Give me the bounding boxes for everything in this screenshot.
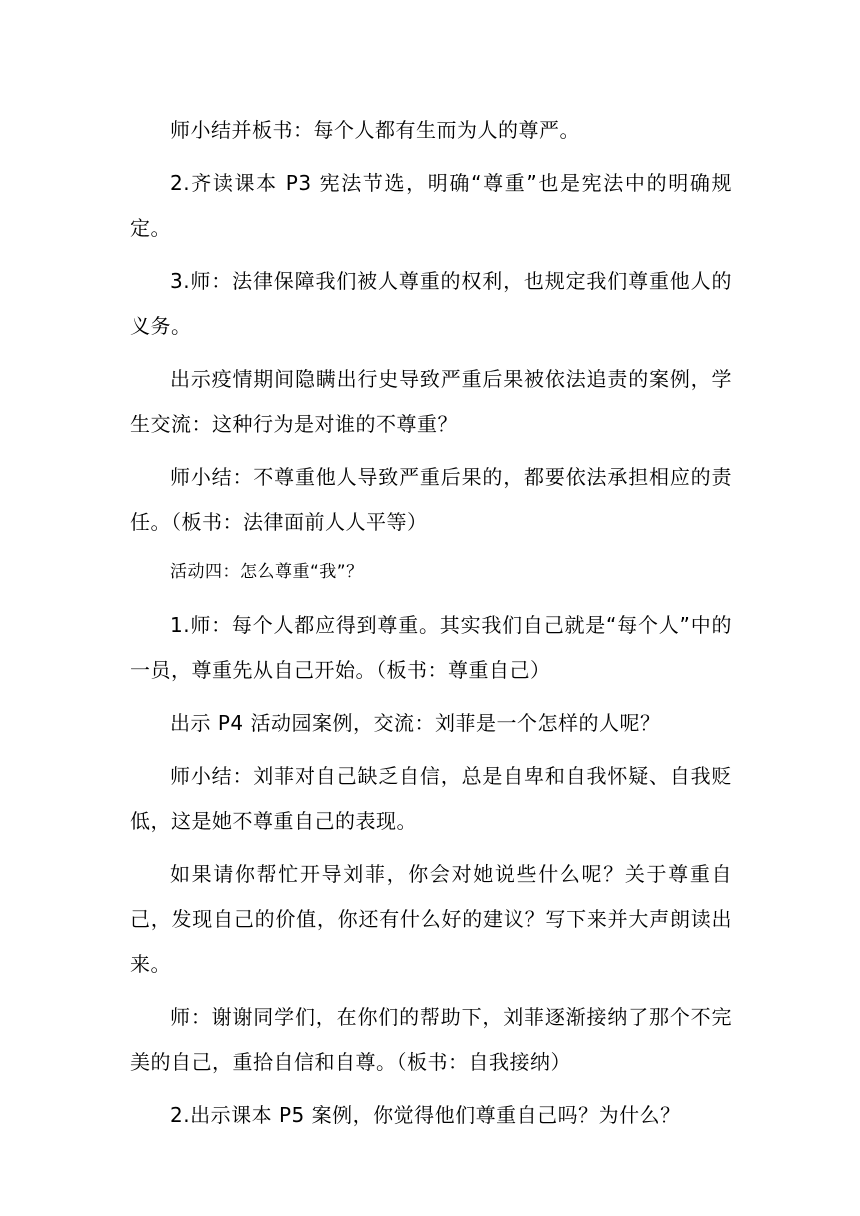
paragraph-summary-liufei: 师小结：刘菲对自己缺乏自信，总是自卑和自我怀疑、自我贬低，这是她不尊重自己的表现。 — [130, 764, 732, 833]
paragraph-summary-dignity: 师小结并板书：每个人都有生而为人的尊严。 — [170, 118, 580, 142]
paragraph-summary-responsibility: 师小结：不尊重他人导致严重后果的，都要依法承担相应的责任。（板书：法律面前人人平等） — [130, 465, 732, 534]
paragraph-p4-case: 出示 P4 活动园案例，交流：刘菲是一个怎样的人呢？ — [170, 711, 661, 735]
paragraph-advice-prompt: 如果请你帮忙开导刘菲，你会对她说些什么呢？关于尊重自己，发现自己的价值，你还有什么好的建议？写下来并大声朗读出来。 — [130, 862, 732, 976]
paragraph-respect-self: 1.师：每个人都应得到尊重。其实我们自己就是“每个人”中的一员，尊重先从自己开始。（板书：尊重自己） — [130, 613, 732, 682]
paragraph-self-acceptance: 师：谢谢同学们，在你们的帮助下，刘菲逐渐接纳了那个不完美的自己，重拾自信和自尊。（板书：自我接纳） — [130, 1005, 732, 1074]
paragraph-p5-case: 2.出示课本 P5 案例，你觉得他们尊重自己吗？为什么？ — [170, 1103, 681, 1127]
activity-four-heading: 活动四：怎么尊重“我”？ — [170, 562, 364, 582]
paragraph-law-rights: 3.师：法律保障我们被人尊重的权利，也规定我们尊重他人的义务。 — [130, 269, 732, 338]
paragraph-constitution-reading: 2.齐读课本 P3 宪法节选，明确“尊重”也是宪法中的明确规定。 — [130, 171, 732, 240]
document-body — [130, 108, 732, 1146]
paragraph-epidemic-case: 出示疫情期间隐瞒出行史导致严重后果被依法追责的案例，学生交流：这种行为是对谁的不尊重？ — [130, 367, 732, 436]
